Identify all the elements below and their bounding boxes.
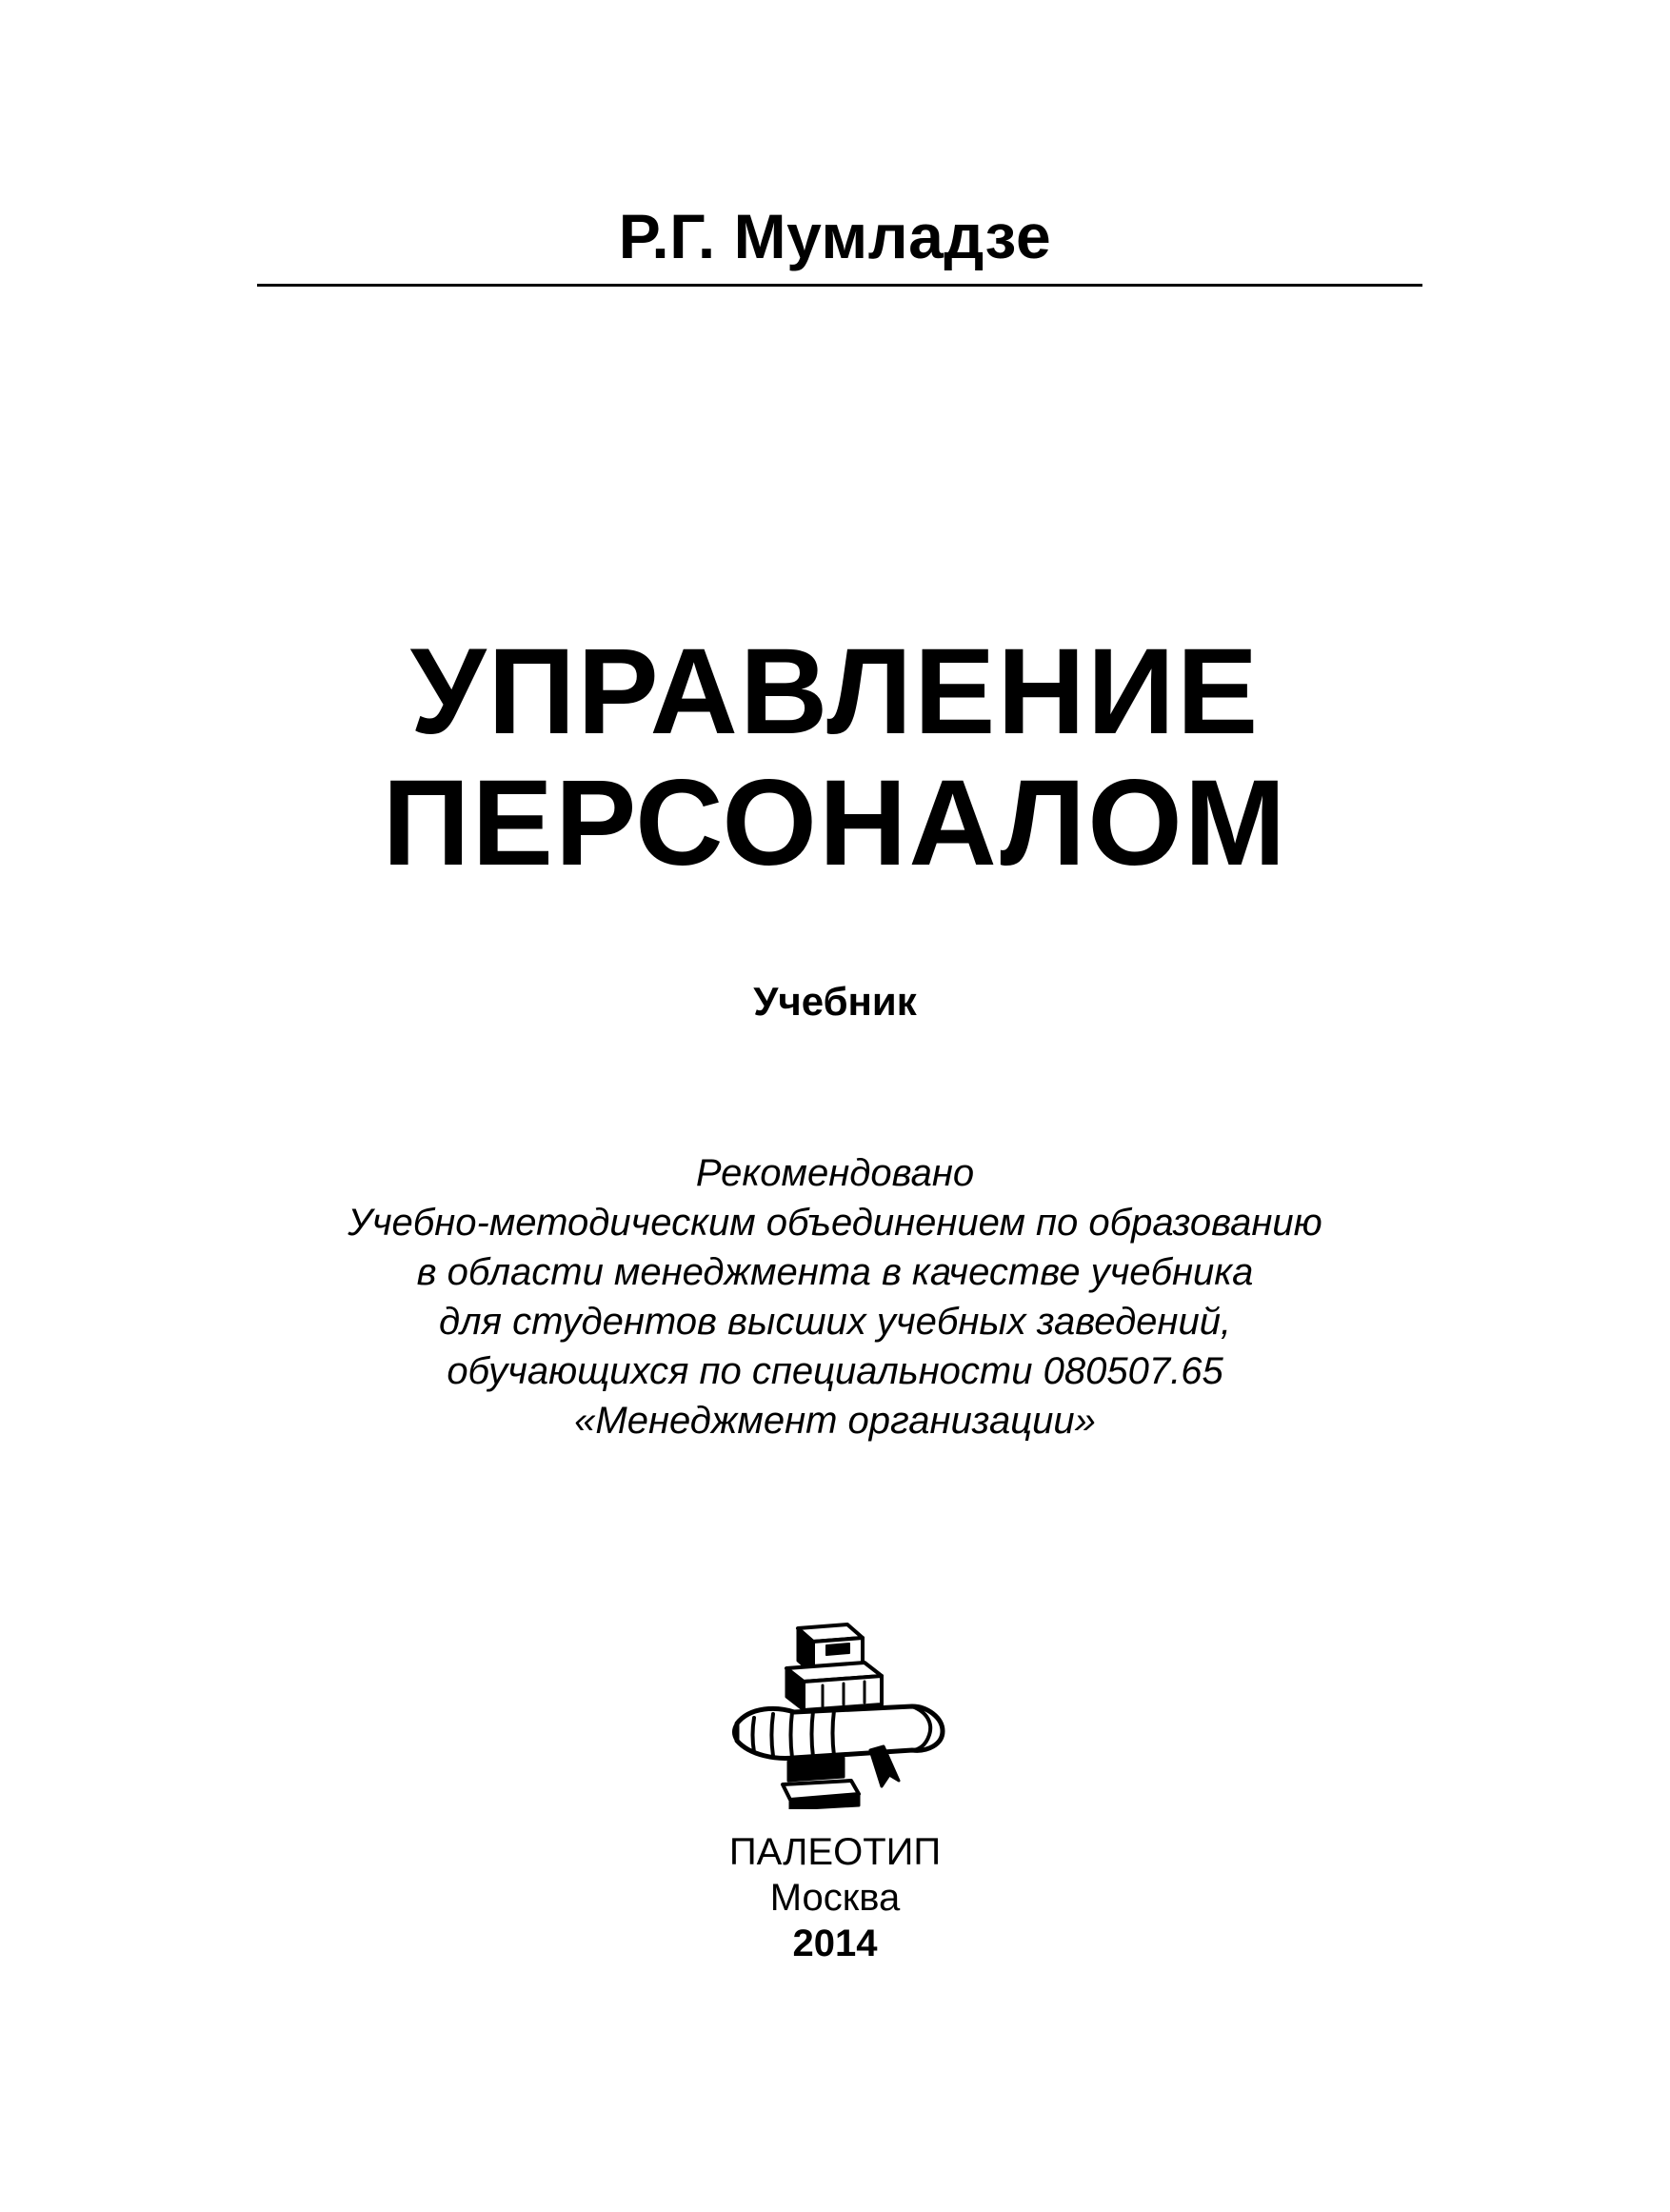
publisher-city: Москва xyxy=(769,1877,901,1919)
recommendation-line: в области менеджмента в качестве учебника xyxy=(416,1251,1254,1293)
author-name: Р.Г. Мумладзе xyxy=(618,201,1052,271)
book-title-line-2: ПЕРСОНАЛОМ xyxy=(382,755,1288,891)
recommendation-line: для студентов высших учебных заведений, xyxy=(438,1301,1232,1343)
book-title xyxy=(0,624,1670,891)
book-type: Учебник xyxy=(753,979,917,1024)
publication-year: 2014 xyxy=(792,1923,878,1964)
book-title-line-1: УПРАВЛЕНИЕ xyxy=(409,624,1261,760)
recommendation-line: Учебно-методическим объединением по образованию xyxy=(348,1202,1322,1244)
books-with-block-logo-icon xyxy=(731,1619,948,1809)
publisher-name: ПАЛЕОТИП xyxy=(728,1831,942,1873)
author-divider xyxy=(257,284,1422,287)
recommendation-line: Рекомендовано xyxy=(695,1152,975,1194)
recommendation-line: обучающихся по специальности 080507.65 xyxy=(447,1350,1223,1392)
recommendation-block xyxy=(0,1148,1670,1445)
recommendation-line: «Менеджмент организации» xyxy=(574,1400,1096,1442)
